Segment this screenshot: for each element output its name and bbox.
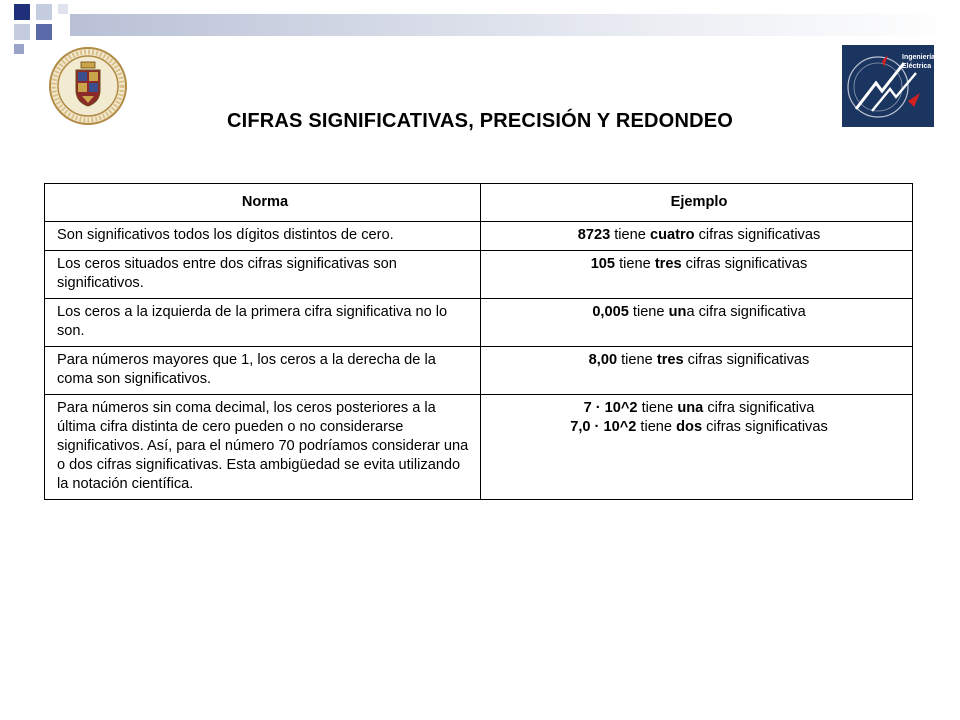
- column-header-norma: Norma: [45, 184, 481, 222]
- ejemplo-line: [493, 255, 905, 274]
- ejemplo-line: [493, 303, 905, 322]
- table-header-row: [45, 184, 913, 222]
- ejemplo-cell: [481, 347, 913, 395]
- ejemplo-pre: tiene: [628, 304, 669, 320]
- decor-square: [14, 4, 30, 20]
- ejemplo-line: [493, 226, 905, 245]
- norma-cell: Para números mayores que 1, los ceros a la derecha de la coma son significativos.: [45, 347, 481, 395]
- ejemplo-line: [493, 418, 905, 437]
- ejemplo-post: a cifra significativa: [686, 304, 806, 320]
- ejemplo-num: 7 · 10^2: [583, 400, 638, 416]
- decor-square: [14, 24, 30, 40]
- ejemplo-num: 7,0 · 10^2: [570, 419, 637, 435]
- ejemplo-num: 8,00: [588, 352, 618, 368]
- table-row: [45, 347, 913, 395]
- ejemplo-word: tres: [656, 352, 684, 368]
- ejemplo-post: cifras significativas: [681, 256, 808, 272]
- table-row: [45, 299, 913, 347]
- ejemplo-post: cifras significativas: [702, 419, 828, 435]
- decor-square: [14, 44, 24, 54]
- ejemplo-num: 8723: [577, 227, 611, 243]
- column-header-ejemplo: Ejemplo: [481, 184, 913, 222]
- ejemplo-pre: tiene: [637, 400, 678, 416]
- decor-square: [36, 24, 52, 40]
- ejemplo-num: 0,005: [592, 304, 629, 320]
- ejemplo-pre: tiene: [610, 227, 650, 243]
- ejemplo-pre: tiene: [617, 352, 657, 368]
- ejemplo-word: una: [677, 400, 704, 416]
- norma-cell: Son significativos todos los dígitos distintos de cero.: [45, 222, 481, 251]
- norma-cell: Para números sin coma decimal, los ceros posteriores a la última cifra distinta de cero pueden o no considerarse significativos. Así, para el número 70 podríamos considerar una o dos cifras significativas. Esta ambigüedad se evita utilizando la notación científica.: [45, 395, 481, 500]
- ejemplo-word: un: [668, 304, 687, 320]
- table-row: [45, 251, 913, 299]
- ejemplo-post: cifras significativas: [694, 227, 821, 243]
- decor-square: [58, 4, 68, 14]
- ejemplo-cell: [481, 251, 913, 299]
- ejemplo-cell: [481, 395, 913, 500]
- ejemplo-word: dos: [676, 419, 703, 435]
- norma-cell: Los ceros a la izquierda de la primera cifra significativa no lo son.: [45, 299, 481, 347]
- ejemplo-cell: [481, 299, 913, 347]
- ejemplo-cell: [481, 222, 913, 251]
- rules-table: [44, 183, 913, 500]
- table-row: [45, 222, 913, 251]
- norma-cell: Los ceros situados entre dos cifras significativas son significativos.: [45, 251, 481, 299]
- ejemplo-word: cuatro: [649, 227, 695, 243]
- ejemplo-line: [493, 399, 905, 418]
- page-title: CIFRAS SIGNIFICATIVAS, PRECISIÓN Y REDONDEO: [226, 110, 734, 132]
- ejemplo-num: 105: [590, 256, 616, 272]
- ejemplo-post: cifras significativas: [683, 352, 810, 368]
- ejemplo-pre: tiene: [636, 419, 677, 435]
- logo-text: Ingeniería: [902, 54, 934, 61]
- header-band: [70, 14, 960, 36]
- logo-text: Eléctrica: [902, 63, 932, 70]
- table-row: [45, 395, 913, 500]
- ejemplo-line: [493, 351, 905, 370]
- ejemplo-post: cifra significativa: [703, 400, 815, 416]
- ejemplo-pre: tiene: [615, 256, 655, 272]
- decor-square: [36, 4, 52, 20]
- ejemplo-word: tres: [654, 256, 682, 272]
